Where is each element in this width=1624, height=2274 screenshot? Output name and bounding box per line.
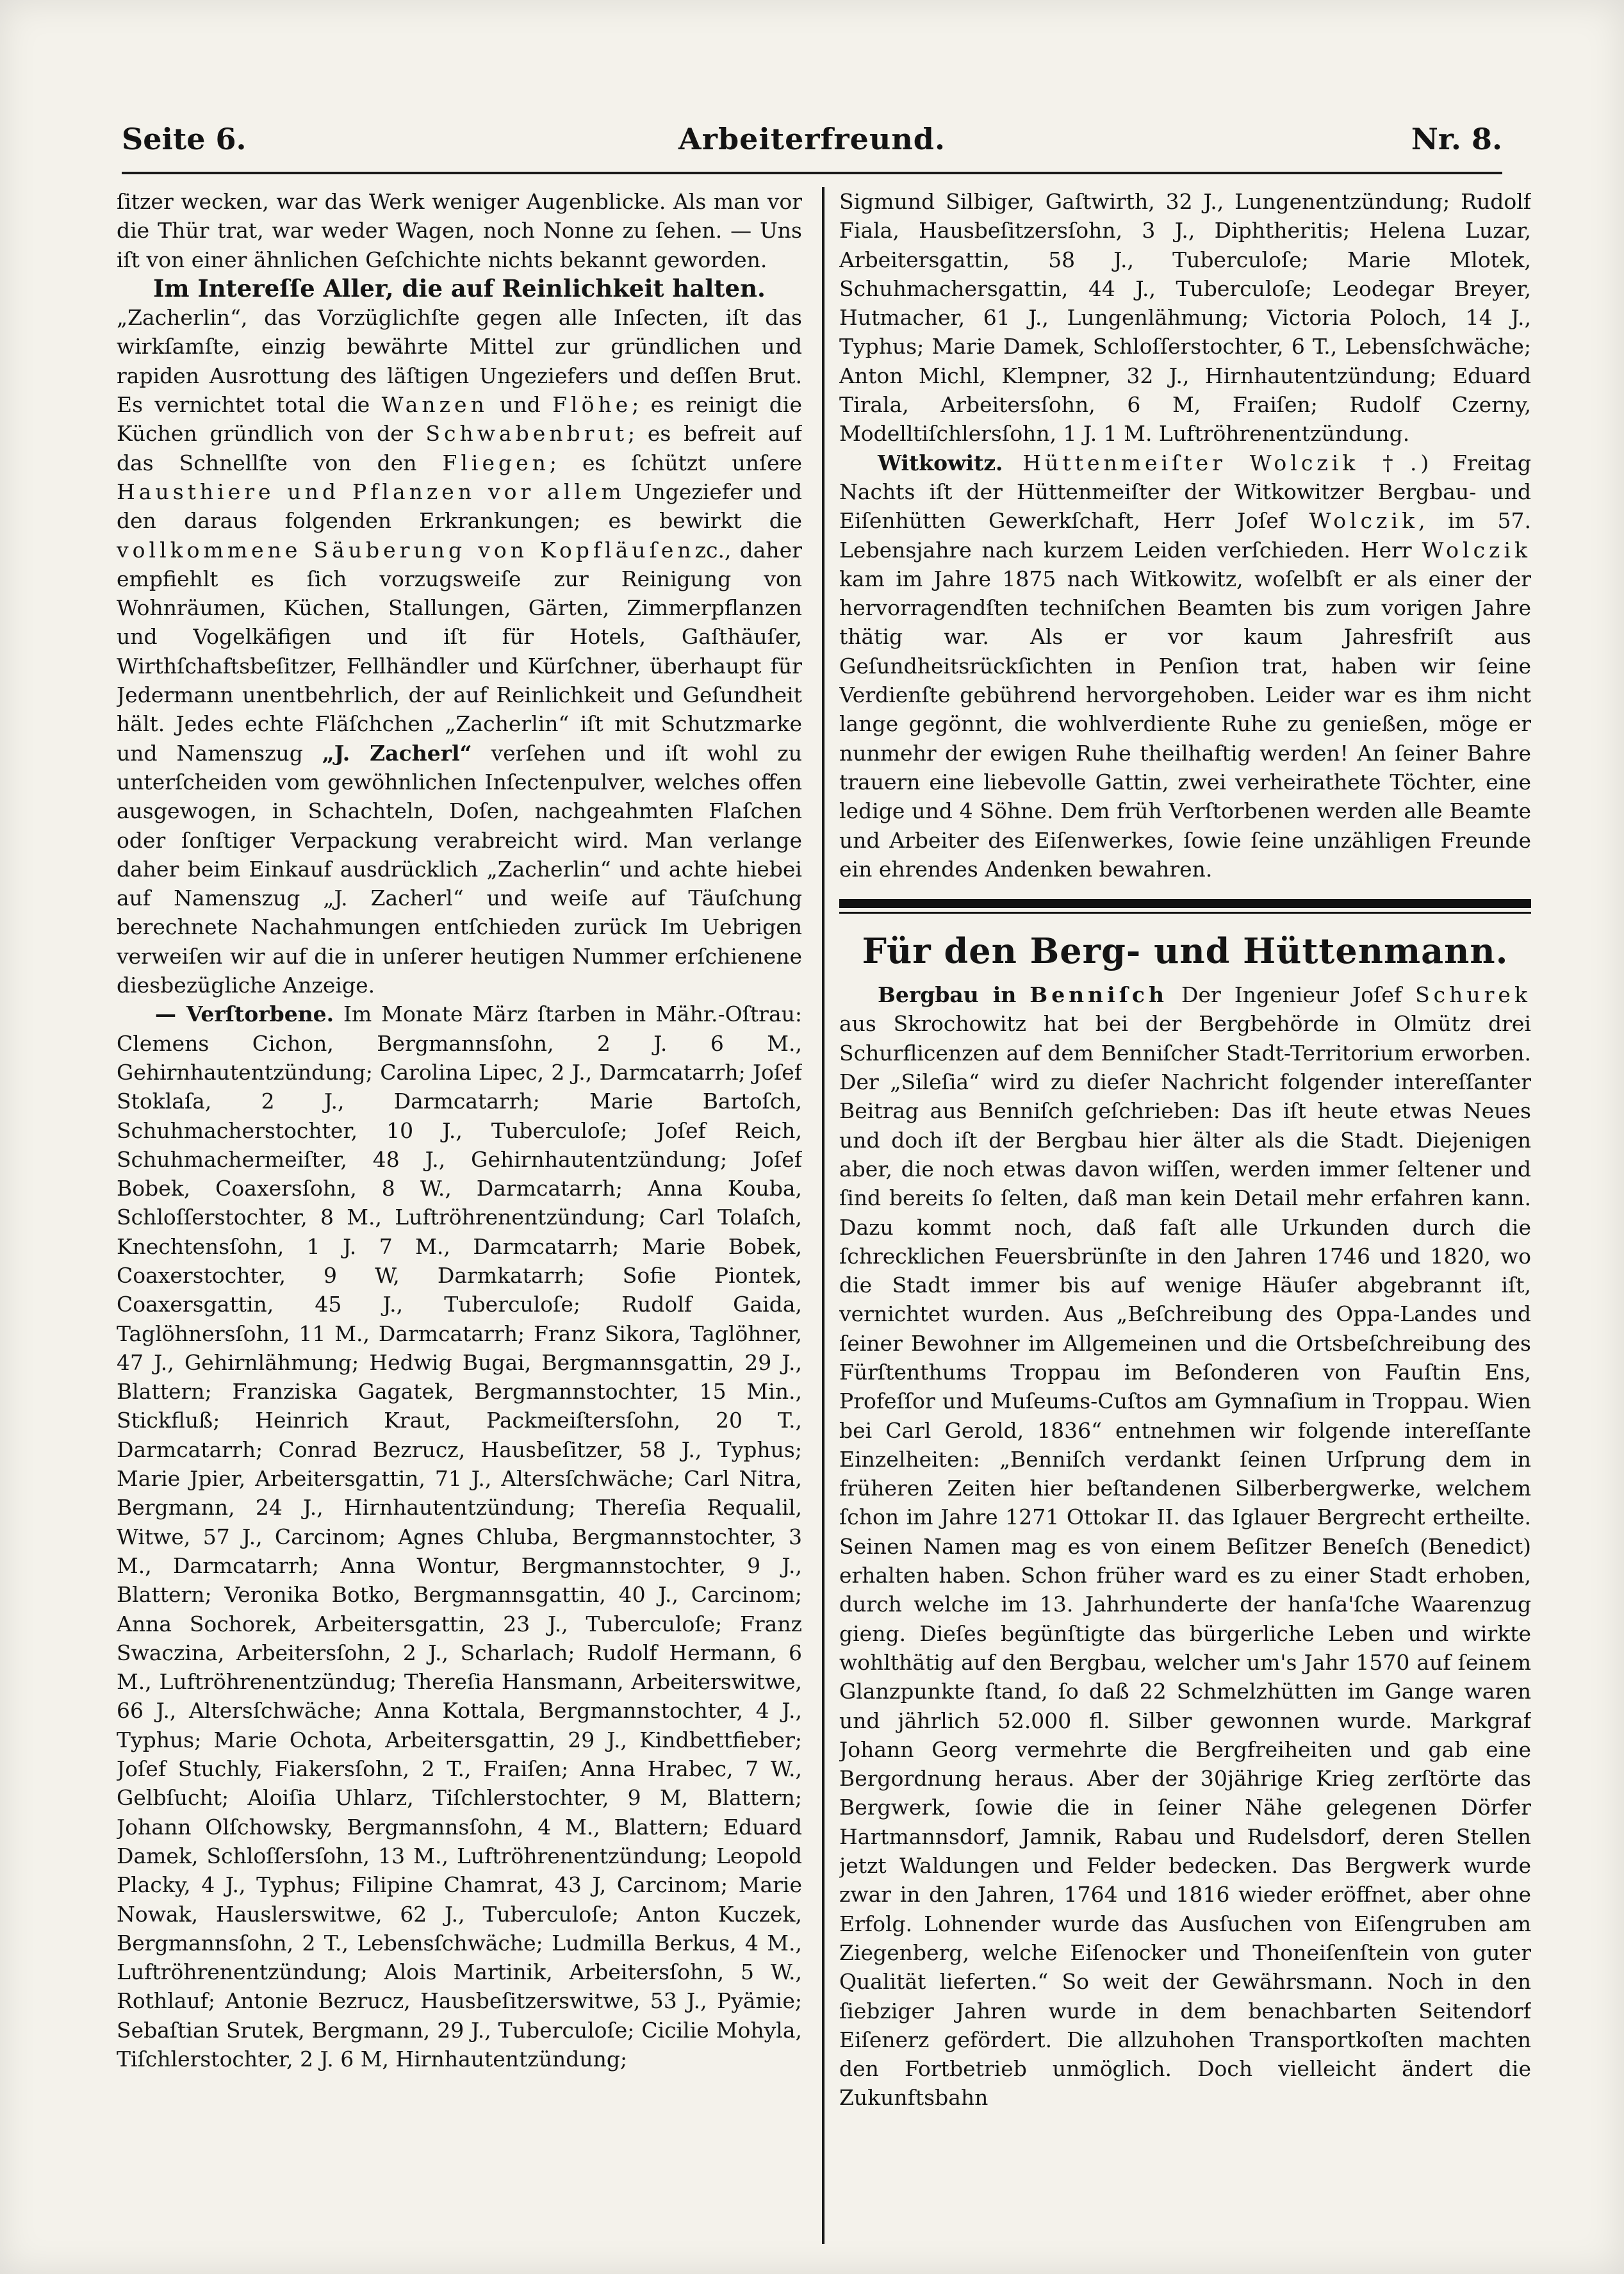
left-column bbox=[117, 187, 802, 2237]
page-number: Seite 6. bbox=[122, 122, 247, 156]
witkowitz-article: Witkowitz. Hüttenmeiſter Wolczik †.) Freitag Nachts iſt der Hüttenmeiſter der Witkowitzer Bergbau- und Eiſenhütten Gewerkſchaft, Herr Joſef Wolczik, im 57. Lebensjahre nach kurzem Leiden verſchieden. Herr Wolczik kam im Jahre 1875 nach Witkowitz, woſelbſt er als einer der hervorragendſten techniſchen Beamten bis zum vorigen Jahre thätig war. Als er vor kaum Jahresfriſt aus Geſundheitsrückſichten in Penſion trat, haben wir ſeine Verdienſte gebührend hervorgehoben. Leider war es ihm nicht lange gegönnt, die wohlverdiente Ruhe zu genießen, möge er nunmehr der ewigen Ruhe theilhaftig werden! An ſeiner Bahre trauern eine liebevolle Gattin, zwei verheirathete Töchter, eine ledige und 4 Söhne. Dem früh Verſtorbenen werden alle Beamte und Arbeiter des Eiſenwerkes, ſowie ſeine unzähligen Freunde ein ehrendes Andenken bewahren. bbox=[839, 450, 1531, 882]
section-rule-thick bbox=[839, 899, 1531, 908]
verstorbene-article: — Verſtorbene. Im Monate März ſtarben in Mähr.-Oſtrau: Clemens Cichon, Bergmannsſohn, 2 J. 6 M., Gehirnhautentzündung; Carolina Lipec, 2 J., Darmcatarrh; Joſef Stoklaſa, 2 J., Darmcatarrh; Marie Bartoſch, Schuhmacherstochter, 10 J., Tuberculoſe; Joſef Reich, Schuhmachermeiſter, 48 J., Gehirnhautentzündung; Joſef Bobek, Coaxersſohn, 8 W., Darmcatarrh; Anna Kouba, Schloſſerstochter, 8 M., Luftröhrenentzündung; Carl Tolaſch, Knechtensſohn, 1 J. 7 M., Darmcatarrh; Marie Bobek, Coaxerstochter, 9 W, Darmkatarrh; Sofie Piontek, Coaxersgattin, 45 J., Tuberculoſe; Rudolf Gaida, Taglöhnersſohn, 11 M., Darmcatarrh; Franz Sikora, Taglöhner, 47 J., Gehirnlähmung; Hedwig Bugai, Bergmannsgattin, 29 J., Blattern; Franziska Gagatek, Bergmannstochter, 15 Min., Stickfluß; Heinrich Kraut, Packmeiſtersſohn, 20 T., Darmcatarrh; Conrad Bezrucz, Hausbeſitzer, 58 J., Typhus; Marie Jpier, Arbeitersgattin, 71 J., Altersſchwäche; Carl Nitra, Bergmann, 24 J., Hirnhautentzündung; Thereſia Requalil, Witwe, 57 J., Carcinom; Agnes Chluba, Bergmannstochter, 3 M., Darmcatarrh; Anna Wontur, Bergmannstochter, 9 J., Blattern; Veronika Botko, Bergmannsgattin, 40 J., Carcinom; Anna Sochorek, Arbeitersgattin, 23 J., Tuberculoſe; Franz Swaczina, Arbeitersſohn, 2 J., Scharlach; Rudolf Hermann, 6 M., Luftröhrenentzündug; Thereſia Hansmann, Arbeiterswitwe, 66 J., Altersſchwäche; Anna Kottala, Bergmannstochter, 4 J., Typhus; Marie Ochota, Arbeitersgattin, 29 J., Kindbettfieber; Joſef Stuchly, Fiakersſohn, 2 T., Fraiſen; Anna Hrabec, 7 W., Gelbſucht; Aloiſia Uhlarz, Tiſchlerstochter, 9 M, Blattern; Johann Olſchowsky, Bergmannsſohn, 4 M., Blattern; Eduard Damek, Schloſſersſohn, 13 M., Luftröhrenentzündung; Leopold Placky, 4 J., Typhus; Filipine Chamrat, 43 J, Carcinom; Marie Nowak, Hauslerswitwe, 62 J., Tuberculoſe; Anton Kuczek, Bergmannsſohn, 2 T., Lebensſchwäche; Ludmilla Berkus, 4 M., Luftröhrenentzündung; Alois Martinik, Arbeitersſohn, 5 W., Rothlauf; Antonie Bezrucz, Hausbeſitzerswitwe, 53 J., Pyämie; Sebaſtian Srutek, Bergmann, 29 J., Tuberculoſe; Cicilie Mohyla, Tiſchlerstochter, 2 J. 6 M, Hirnhautentzündung; bbox=[117, 1001, 802, 2072]
page-header bbox=[122, 122, 1502, 167]
zacherlin-article: „Zacherlin“, das Vorzüglichſte gegen alle Inſecten, iſt das wirkſamſte, einzig bewährte Mittel zur gründlichen und rapiden Ausrottung des läſtigen Ungeziefers und deſſen Brut. Es vernichtet total die Wanzen und Flöhe; es reinigt die Küchen gründlich von der Schwabenbrut; es befreit auf das Schnellſte von den Fliegen; es ſchützt unſere Hausthiere und Pflanzen vor allem Ungeziefer und den daraus folgenden Erkrankungen; es bewirkt die vollkommene Säuberung von Kopfläuſenzc., daher empfiehlt es ſich vorzugsweiſe zur Reinigung von Wohnräumen, Küchen, Stallungen, Gärten, Zimmerpflanzen und Vogelkäfigen und iſt für Hotels, Gaſthäuſer, Wirthſchaftsbeſitzer, Fellhändler und Kürſchner, überhaupt für Jedermann unentbehrlich, der auf Reinlichkeit und Geſundheit hält. Jedes echte Fläſchchen „Zacherlin“ iſt mit Schutzmarke und Namenszug „J. Zacherl“ verſehen und iſt wohl zu unterſcheiden vom gewöhnlichen Inſectenpulver, welches offen ausgewogen, in Schachteln, Doſen, nachgeahmten Flaſchen oder ſonſtiger Verpackung verabreicht wird. Man verlange daher beim Einkauf ausdrücklich „Zacherlin“ und achte hiebei auf Namenszug „J. Zacherl“ und weiſe auf Täuſchung berechnete Nachahmungen entſchieden zurück Im Uebrigen verweiſen wir auf die in unſerer heutigen Nummer erſchienene diesbezügliche Anzeige. bbox=[117, 305, 802, 998]
verstorbene-continued: Sigmund Silbiger, Gaſtwirth, 32 J., Lungenentzündung; Rudolf Fiala, Hausbeſitzersſohn, 3 J., Diphtheritis; Helena Luzar, Arbeitersgattin, 58 J., Tuberculoſe; Marie Mlotek, Schuhmachersgattin, 44 J., Tuberculoſe; Leodegar Breyer, Hutmacher, 61 J., Lungenlähmung; Victoria Poloch, 14 J., Typhus; Marie Damek, Schloſſerstochter, 6 T., Lebensſchwäche; Anton Michl, Klempner, 32 J., Hirnhautentzündung; Eduard Tirala, Arbeitersſohn, 6 M, Fraiſen; Rudolf Czerny, Modelltiſchlersſohn, 1 J. 1 M. Luftröhrenentzündung. bbox=[839, 189, 1531, 447]
section-rule-thin bbox=[839, 912, 1531, 914]
section-title: Für den Berg- und Hüttenmann. bbox=[862, 930, 1509, 972]
bergbau-article: Bergbau in Benniſch Der Ingenieur Joſef Schurek aus Skrochowitz hat bei der Bergbehörde in Olmütz drei Schurflicenzen auf dem Benniſcher Stadt-Territorium erworben. Der „Sileſia“ wird zu dieſer Nachricht folgender intereſſanter Beitrag aus Benniſch geſchrieben: Das iſt heute etwas Neues und doch iſt der Bergbau hier älter als die Stadt. Diejenigen aber, die noch etwas davon wiſſen, werden immer ſeltener und ſind bereits ſo ſelten, daß man kein Detail mehr erfahren kann. Dazu kommt noch, daß faſt alle Urkunden durch die ſchrecklichen Feuersbrünſte in den Jahren 1746 und 1820, wo die Stadt immer bis auf wenige Häuſer abgebrannt iſt, vernichtet wurden. Aus „Beſchreibung des Oppa-Landes und ſeiner Bewohner im Allgemeinen und die Ortsbeſchreibung des Fürſtenthums Troppau im Beſonderen von Fauſtin Ens, Profeſſor und Muſeums-Cuſtos am Gymnaſium in Troppau. Wien bei Carl Gerold, 1836“ entnehmen wir folgende intereſſante Einzelheiten: „Benniſch verdankt ſeinen Urſprung dem in früheren Zeiten hier beſtandenen Silberbergwerke, welchem ſchon im Jahre 1271 Ottokar II. das Iglauer Bergrecht ertheilte. Seinen Namen mag es von einem Beſitzer Beneſch (Benedict) erhalten haben. Schon früher ward es zu einer Stadt erhoben, durch welche im 13. Jahrhunderte der hanſa'ſche Waarenzug gieng. Dieſes begünſtigte das bürgerliche Leben und wirkte wohlthätig auf den Bergbau, welcher um's Jahr 1570 auf ſeinem Glanzpunkte ſtand, ſo daß 22 Schmelzhütten im Gange waren und jährlich 52.000 fl. Silber gewonnen wurde. Markgraf Johann Georg vermehrte die Bergfreiheiten und gab eine Bergordnung heraus. Aber der 30jährige Krieg zerſtörte das Bergwerk, ſowie die in ſeiner Nähe gelegenen Dörfer Hartmannsdorf, Jamnik, Rabau und Rudelsdorf, deren Stellen jetzt Waldungen und Felder bedecken. Das Bergwerk wurde zwar in den Jahren, 1764 und 1816 wieder eröffnet, aber ohne Erfolg. Lohnender wurde das Ausſuchen von Eiſengruben am Ziegenberg, welche Eiſenocker und Thoneiſenſtein von guter Qualität lieferten.“ So weit der Gewährsmann. Noch in den ſiebziger Jahren wurde in dem benachbarten Seitendorf Eiſenerz gefördert. Die allzuhohen Transportkoſten machten den Fortbetrieb unmöglich. Doch vielleicht ändert die Zukunftsbahn bbox=[839, 982, 1531, 2111]
verstorbene-label: — Verſtorbene. bbox=[155, 1001, 334, 1027]
witkowitz-label: Witkowitz. bbox=[878, 450, 1003, 475]
continued-paragraph: ſitzer wecken, war das Werk weniger Augenblicke. Als man vor die Thür trat, war weder Wagen, noch Nonne zu ſehen. — Uns iſt von einer ähnlichen Geſchichte nichts bekannt geworden. bbox=[117, 189, 802, 272]
header-rule bbox=[122, 172, 1502, 174]
issue-number: Nr. 8. bbox=[1411, 122, 1502, 156]
right-column bbox=[839, 187, 1531, 2237]
column-separator bbox=[822, 187, 824, 2244]
bergbau-label: Bergbau in bbox=[878, 982, 1017, 1008]
newspaper-title: Arbeiterfreund. bbox=[678, 122, 946, 156]
zacherlin-heading: Im Intereſſe Aller, die auf Reinlichkeit halten. bbox=[153, 274, 766, 302]
